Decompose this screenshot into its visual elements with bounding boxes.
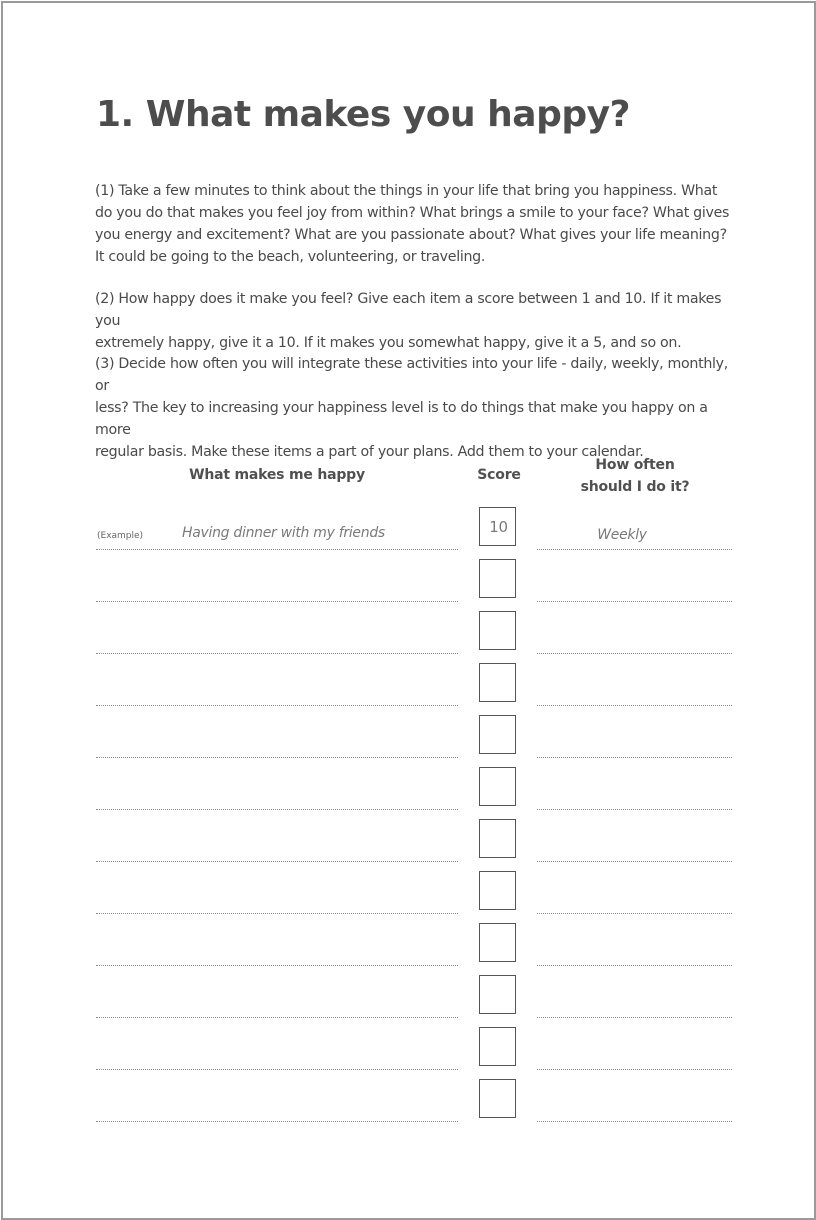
table-row xyxy=(0,663,816,715)
score-box[interactable] xyxy=(479,975,516,1014)
score-box[interactable] xyxy=(479,507,516,546)
instruction-step-2: (2) How happy does it make you feel? Give each item a score between 1 and 10. If it makes you extremely happy, give it a 10. If it makes you somewhat happy, give it a 5, and so on. xyxy=(95,291,722,351)
page-title: 1. What makes you happy? xyxy=(96,94,630,135)
score-box[interactable] xyxy=(479,767,516,806)
table-row xyxy=(0,1027,816,1079)
example-row xyxy=(0,507,816,559)
frequency-line[interactable] xyxy=(537,653,732,654)
score-box[interactable] xyxy=(479,871,516,910)
instruction-step-1: (1) Take a few minutes to think about the things in your life that bring you happiness. What do you do that makes you feel joy from within? What brings a smile to your face? What gives you energy and excitement? What are you passionate about? What gives your life meaning? It could be going to the beach, volunteering, or traveling. xyxy=(95,183,730,265)
example-label: (Example) xyxy=(97,531,144,541)
table-row xyxy=(0,611,816,663)
score-box[interactable] xyxy=(479,559,516,598)
table-row xyxy=(0,975,816,1027)
frequency-line[interactable] xyxy=(537,1017,732,1018)
example-frequency: Weekly xyxy=(597,527,647,543)
frequency-line[interactable] xyxy=(537,913,732,914)
activity-line[interactable] xyxy=(96,1069,458,1070)
frequency-line[interactable] xyxy=(537,965,732,966)
frequency-line[interactable] xyxy=(537,549,732,550)
example-activity: Having dinner with my friends xyxy=(182,525,385,541)
table-row xyxy=(0,819,816,871)
activity-line[interactable] xyxy=(96,965,458,966)
activity-line[interactable] xyxy=(96,1017,458,1018)
activity-line[interactable] xyxy=(96,601,458,602)
score-box[interactable] xyxy=(479,715,516,754)
activity-line[interactable] xyxy=(96,913,458,914)
activity-line[interactable] xyxy=(96,757,458,758)
frequency-line[interactable] xyxy=(537,809,732,810)
table-row xyxy=(0,715,816,767)
table-row xyxy=(0,1079,816,1131)
instruction-step-3: (3) Decide how often you will integrate these activities into your life - daily, weekly, monthly, or less? The key to increasing your happiness level is to do things that make you happy on a more regular basis. Make these items a part of your plans. Add them to your calendar. xyxy=(95,356,728,460)
frequency-line[interactable] xyxy=(537,1069,732,1070)
activity-line[interactable] xyxy=(96,549,458,550)
frequency-line[interactable] xyxy=(537,705,732,706)
column-header-how-often: How often should I do it? xyxy=(580,457,690,495)
score-box[interactable] xyxy=(479,611,516,650)
activity-line[interactable] xyxy=(96,653,458,654)
frequency-line[interactable] xyxy=(537,757,732,758)
frequency-line[interactable] xyxy=(537,861,732,862)
table-row xyxy=(0,871,816,923)
activity-line[interactable] xyxy=(96,809,458,810)
frequency-line[interactable] xyxy=(537,1121,732,1122)
example-score: 10 xyxy=(489,518,508,536)
table-row xyxy=(0,767,816,819)
table-row xyxy=(0,923,816,975)
column-header-what: What makes me happy xyxy=(189,467,365,483)
activity-line[interactable] xyxy=(96,861,458,862)
score-box[interactable] xyxy=(479,923,516,962)
score-box[interactable] xyxy=(479,819,516,858)
table-row xyxy=(0,559,816,611)
frequency-line[interactable] xyxy=(537,601,732,602)
column-header-score: Score xyxy=(477,467,521,483)
activity-line[interactable] xyxy=(96,705,458,706)
score-box[interactable] xyxy=(479,1027,516,1066)
activity-line[interactable] xyxy=(96,1121,458,1122)
score-box[interactable] xyxy=(479,663,516,702)
score-box[interactable] xyxy=(479,1079,516,1118)
